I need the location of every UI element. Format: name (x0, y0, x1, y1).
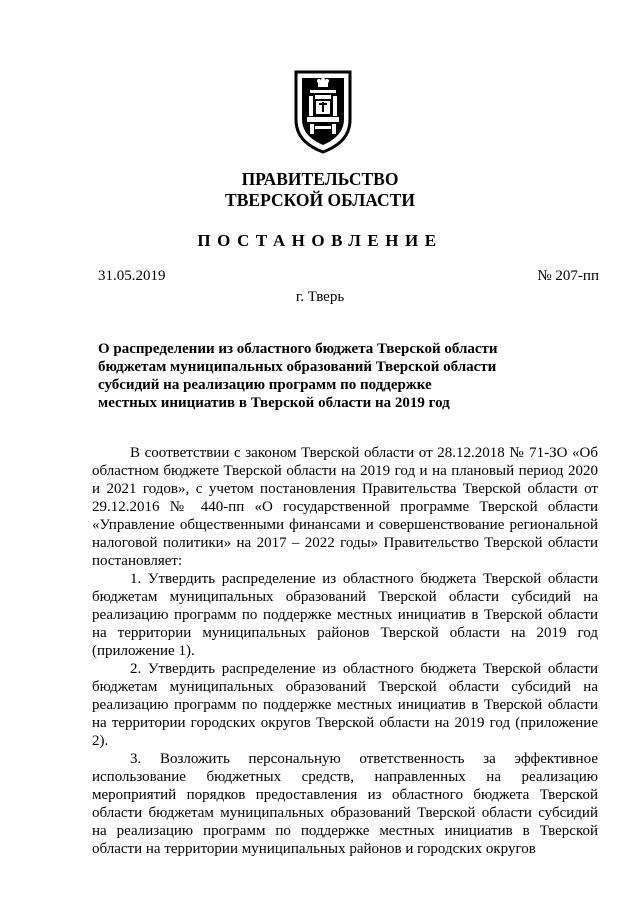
title-line: субсидий на реализацию программ по поддержке (98, 377, 432, 393)
title-line: местных инициатив в Тверской области на 2019 год (98, 395, 450, 411)
clause-paragraph-3: 3. Возложить персональную ответственность за эффективное использование бюджетных средств, направленных на реализацию мероприятий порядков предоставления из областного бюджета Тверской области бюджетам муниципальных образований Тверской области субсидий на реализацию программ по поддержке местных инициатив в Тверской области на территории муниципальных районов и городских округов (92, 751, 598, 857)
document-title (98, 340, 518, 412)
clause-paragraph-1: 1. Утвердить распределение из областного бюджета Тверской области бюджетам муниципальных образований Тверской области субсидий на реализацию программ по поддержке местных инициатив в Тверской области на территории муниципальных районов Тверской области на 2019 год (приложение 1). (92, 571, 598, 659)
preamble-paragraph: В соответствии с законом Тверской области от 28.12.2018 № 71-ЗО «Об областном бюджете Тверской области на 2019 год и на плановый период 2020 и 2021 годов», с учетом постановления Правительства Тверской области от 29.12.2016 № 440-пп «О государственной программе Тверской области «Управление общественными финансами и совершенствование региональной налоговой политики» на 2017 – 2022 годы» Правительство Тверской области постановляет: (92, 445, 598, 569)
document-body (92, 444, 598, 858)
org-name-line2: ТВЕРСКОЙ ОБЛАСТИ (225, 190, 415, 210)
document-number: № 207-пп (537, 268, 599, 284)
title-line: О распределении из областного бюджета Тверской области (98, 341, 498, 357)
title-line: бюджетам муниципальных образований Тверской области (98, 359, 497, 375)
document-date: 31.05.2019 (98, 268, 166, 284)
document-city: г. Тверь (295, 289, 345, 305)
org-name-line1: ПРАВИТЕЛЬСТВО (241, 169, 399, 189)
coat-of-arms-emblem (293, 68, 353, 154)
document-type: ПОСТАНОВЛЕНИЕ (197, 231, 443, 250)
clause-paragraph-2: 2. Утвердить распределение из областного бюджета Тверской области бюджетам муниципальных образований Тверской области субсидий на реализацию программ по поддержке местных инициатив в Тверской области на территории городских округов Тверской области на 2019 год (приложение 2). (92, 661, 598, 749)
